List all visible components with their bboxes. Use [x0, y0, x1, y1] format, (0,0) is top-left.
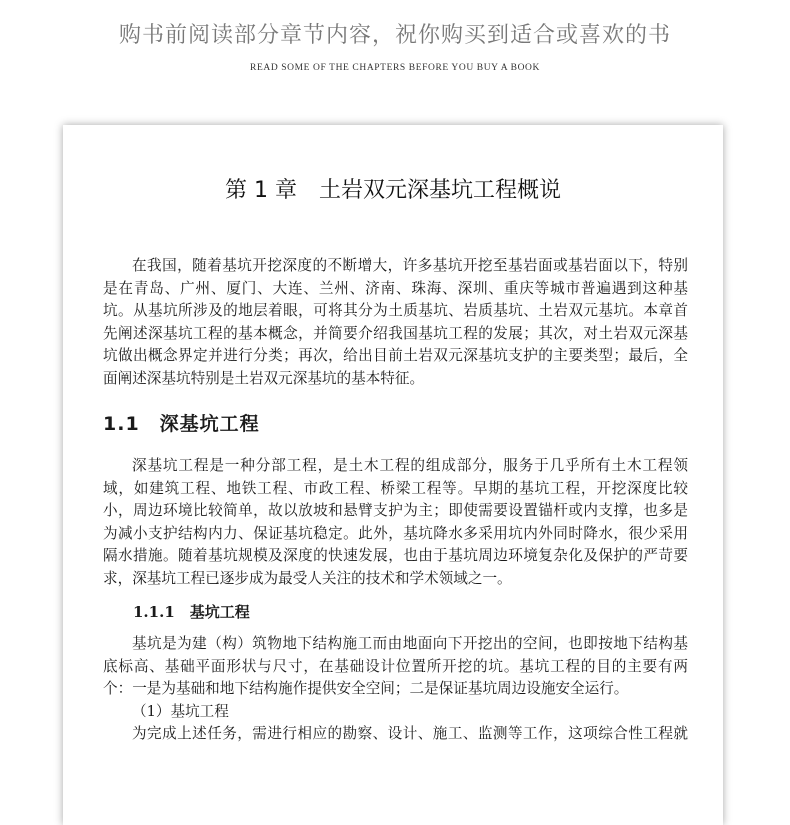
text-line: 小，周边环境比较简单，故以放坡和悬臂支护为主；即使需要设置锚杆或内支撑，也多是 — [103, 502, 688, 520]
text-line: 基坑是为建（构）筑物地下结构施工而由地面向下开挖出的空间，也即按地下结构基 — [132, 635, 688, 652]
text-line: 是在青岛、广州、厦门、大连、兰州、济南、珠海、深圳、重庆等城市普遍遇到这种基 — [103, 279, 688, 297]
text-line: 深基坑工程是一种分部工程，是土木工程的组成部分，服务于几乎所有土木工程领 — [132, 457, 688, 474]
text-line: 面阐述深基坑特别是土岩双元深基坑的基本特征。 — [103, 369, 425, 387]
text-line: 先阐述深基坑工程的基本概念，并简要介绍我国基坑工程的发展；其次，对土岩双元深基 — [103, 324, 688, 342]
text-line: 坑。从基坑所涉及的地层着眼，可将其分为土质基坑、岩质基坑、土岩双元基坑。本章首 — [103, 302, 688, 320]
book-page — [63, 125, 723, 825]
header-subtitle: READ SOME OF THE CHAPTERS BEFORE YOU BUY A BOOK — [250, 63, 540, 73]
text-line: 求，深基坑工程已逐步成为最受人关注的技术和学术领域之一。 — [103, 569, 512, 587]
section-heading-1-1-1: 1.1.1 基坑工程 — [133, 603, 250, 621]
section-1-1-paragraph — [103, 455, 688, 591]
text-line: 坑做出概念界定并进行分类；再次，给出目前土岩双元深基坑支护的主要类型；最后，全 — [103, 347, 688, 365]
text-line: 在我国，随着基坑开挖深度的不断增大，许多基坑开挖至基岩面或基岩面以下，特别 — [132, 257, 688, 274]
chapter-title: 第 1 章 土岩双元深基坑工程概说 — [225, 178, 561, 203]
text-line: 为完成上述任务，需进行相应的勘察、设计、施工、监测等工作，这项综合性工程就 — [132, 725, 688, 743]
intro-paragraph — [103, 255, 688, 391]
section-heading-1-1: 1.1 深基坑工程 — [103, 413, 260, 435]
text-line: 个：一是为基础和地下结构施作提供安全空间；二是保证基坑周边设施安全运行。 — [103, 680, 629, 698]
list-item-heading: （1）基坑工程 — [132, 702, 229, 720]
text-line: 域，如建筑工程、地铁工程、市政工程、桥梁工程等。早期的基坑工程，开挖深度比较 — [103, 479, 688, 497]
header-title: 购书前阅读部分章节内容，祝你购买到适合或喜欢的书 — [118, 23, 671, 48]
section-1-1-1-paragraph — [103, 633, 688, 746]
text-line: 隔水措施。随着基坑规模及深度的快速发展，也由于基坑周边环境复杂化及保护的严苛要 — [103, 547, 688, 565]
text-line: 为减小支护结构内力、保证基坑稳定。此外，基坑降水多采用坑内外同时降水，很少采用 — [103, 524, 688, 542]
text-line: 底标高、基础平面形状与尺寸，在基础设计位置所开挖的坑。基坑工程的目的主要有两 — [103, 657, 688, 675]
